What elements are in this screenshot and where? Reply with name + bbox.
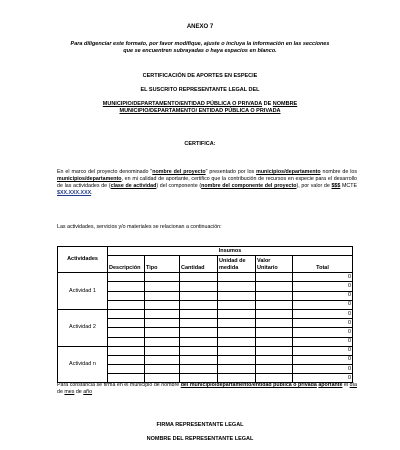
amount-words-field[interactable]: $$$ — [331, 183, 341, 189]
unit-value-cell[interactable] — [256, 337, 293, 346]
type-cell[interactable] — [145, 319, 180, 328]
quantity-cell[interactable] — [180, 365, 218, 374]
unit-cell[interactable] — [218, 337, 256, 346]
unit-value-cell[interactable] — [256, 273, 293, 282]
total-header: Total — [293, 256, 353, 273]
unit-value-cell[interactable] — [256, 300, 293, 309]
table-row — [58, 273, 353, 282]
p1-text-c: nombre de los — [322, 169, 357, 175]
total-cell: 0 — [293, 346, 353, 355]
annex-title: ANEXO 7 — [186, 24, 214, 30]
total-cell: 0 — [293, 337, 353, 346]
activities-header: Actividades — [58, 247, 108, 273]
description-cell[interactable] — [108, 346, 145, 355]
p1-text-b: " presentado por los — [205, 169, 257, 175]
activities-intro: Las actividades, servicios y/o materiales se relacionan a continuación: — [57, 224, 222, 230]
type-cell[interactable] — [145, 273, 180, 282]
total-cell: 0 — [293, 282, 353, 291]
unit-value-header-line-2: Unitario — [257, 265, 278, 272]
instructions — [0, 41, 400, 55]
municipality-names-field[interactable]: municipios/departamento — [57, 176, 122, 182]
type-cell[interactable] — [145, 291, 180, 300]
closing-text-a: Para constancia se firma en el municipio de nombre — [57, 382, 181, 388]
description-cell[interactable] — [108, 337, 145, 346]
unit-cell[interactable] — [218, 319, 256, 328]
description-cell[interactable] — [108, 309, 145, 318]
entity-line-2: MUNICIPIO/DEPARTAMENTO/ ENTIDAD PÚBLICA O PRIVADA — [119, 108, 281, 114]
total-cell: 0 — [293, 355, 353, 364]
unit-header-line-2: medida — [219, 265, 239, 272]
table-row — [58, 309, 353, 318]
p1-text-f: ), por valor de — [296, 183, 332, 189]
unit-value-cell[interactable] — [256, 291, 293, 300]
amount-value-field[interactable]: $XX.XXX.XXX — [57, 190, 92, 196]
description-cell[interactable] — [108, 273, 145, 282]
type-cell[interactable] — [145, 355, 180, 364]
day-field[interactable]: día — [349, 382, 357, 388]
total-cell: 0 — [293, 309, 353, 318]
quantity-cell[interactable] — [180, 328, 218, 337]
description-cell[interactable] — [108, 282, 145, 291]
quantity-cell[interactable] — [180, 355, 218, 364]
entity-line-1 — [0, 101, 400, 108]
activity-class-field[interactable]: clase de actividad — [110, 183, 157, 189]
unit-value-cell[interactable] — [256, 319, 293, 328]
type-cell[interactable] — [145, 300, 180, 309]
p1-text-d: , en mi calidad de aportante, certifico que la contribución de recursos en especie para el desarrollo de las actividades de ( — [57, 176, 357, 189]
unit-cell[interactable] — [218, 291, 256, 300]
inputs-header: Insumos — [108, 247, 353, 256]
total-cell: 0 — [293, 319, 353, 328]
quantity-cell[interactable] — [180, 346, 218, 355]
certification-paragraph — [57, 169, 357, 197]
p1-text-h: . — [91, 190, 93, 196]
quantity-cell[interactable] — [180, 337, 218, 346]
unit-header — [218, 256, 256, 273]
description-cell[interactable] — [108, 328, 145, 337]
entity-name-a: MUNICIPIO/DEPARTAMENTO/ENTIDAD PÚBLICA O PRIVADA — [102, 101, 263, 107]
instructions-line-2: que se encuentren subrayadas o haya espacios en blanco. — [123, 48, 277, 54]
unit-value-header — [256, 256, 293, 273]
representative-name: NOMBRE DEL REPRESENTANTE LEGAL — [146, 436, 254, 442]
description-header: Descripción — [108, 256, 145, 273]
unit-value-header-line-1: Valor — [257, 258, 271, 265]
description-cell[interactable] — [108, 291, 145, 300]
total-cell: 0 — [293, 365, 353, 374]
inputs-table — [57, 246, 353, 383]
activity-label: Actividad 2 — [58, 309, 108, 346]
unit-cell[interactable] — [218, 309, 256, 318]
closing-paragraph — [57, 382, 357, 396]
description-cell[interactable] — [108, 319, 145, 328]
unit-value-cell[interactable] — [256, 355, 293, 364]
unit-value-cell[interactable] — [256, 365, 293, 374]
unit-cell[interactable] — [218, 365, 256, 374]
type-cell[interactable] — [145, 346, 180, 355]
unit-cell[interactable] — [218, 300, 256, 309]
type-cell[interactable] — [145, 309, 180, 318]
quantity-cell[interactable] — [180, 291, 218, 300]
project-name-field[interactable]: nombre del proyecto — [152, 169, 206, 175]
instructions-line-1: Para diligenciar este formato, por favor modifique, ajuste o incluya la información en las secciones — [70, 41, 330, 47]
table-row — [58, 346, 353, 355]
type-header: Tipo — [145, 256, 180, 273]
type-cell[interactable] — [145, 337, 180, 346]
total-cell: 0 — [293, 291, 353, 300]
unit-cell[interactable] — [218, 346, 256, 355]
contributor-field[interactable]: aportante — [318, 382, 343, 388]
month-field[interactable]: mes — [64, 389, 75, 395]
signatory-line: EL SUSCRITO REPRESENTANTE LEGAL DEL — [140, 87, 260, 93]
type-cell[interactable] — [145, 365, 180, 374]
closing-text-e: de — [74, 389, 84, 395]
unit-value-cell[interactable] — [256, 309, 293, 318]
certifies-heading: CERTIFICA: — [184, 141, 216, 147]
unit-cell[interactable] — [218, 273, 256, 282]
total-cell: 0 — [293, 328, 353, 337]
closing-text-c: el — [342, 382, 350, 388]
quantity-cell[interactable] — [180, 282, 218, 291]
p1-text-a: En el marco del proyecto denominado " — [57, 169, 153, 175]
quantity-cell[interactable] — [180, 309, 218, 318]
component-name-field[interactable]: nombre del componente del proyecto — [201, 183, 297, 189]
year-field[interactable]: año — [83, 389, 93, 395]
unit-cell[interactable] — [218, 328, 256, 337]
entity-name-b: NOMBRE — [272, 101, 298, 107]
closing-text-d: de — [57, 389, 65, 395]
unit-header-line-1: Unidad de — [219, 258, 246, 265]
type-cell[interactable] — [145, 282, 180, 291]
entity-connector: DE — [262, 101, 273, 107]
type-cell[interactable] — [145, 328, 180, 337]
unit-value-cell[interactable] — [256, 328, 293, 337]
entity-block — [0, 101, 400, 115]
activity-label: Actividad 1 — [58, 273, 108, 310]
activity-label: Actividad n — [58, 346, 108, 383]
unit-cell[interactable] — [218, 282, 256, 291]
unit-value-cell[interactable] — [256, 346, 293, 355]
certification-title: CERTIFICACIÓN DE APORTES EN ESPECIE — [142, 73, 258, 79]
closing-entity-field[interactable]: del municipio/departamento/entidad pública o privada — [180, 382, 317, 388]
quantity-header: Cantidad — [180, 256, 218, 273]
description-cell[interactable] — [108, 355, 145, 364]
unit-cell[interactable] — [218, 355, 256, 364]
total-cell: 0 — [293, 374, 353, 383]
p1-text-g: MCTE — [340, 183, 358, 189]
quantity-cell[interactable] — [180, 300, 218, 309]
total-cell: 0 — [293, 273, 353, 282]
quantity-cell[interactable] — [180, 273, 218, 282]
description-cell[interactable] — [108, 365, 145, 374]
p1-text-e: ) del componente ( — [156, 183, 202, 189]
quantity-cell[interactable] — [180, 319, 218, 328]
municipality-field[interactable]: municipios/departamento — [256, 169, 321, 175]
description-cell[interactable] — [108, 300, 145, 309]
total-cell: 0 — [293, 300, 353, 309]
unit-value-cell[interactable] — [256, 282, 293, 291]
signature-line: FIRMA REPRESENTANTE LEGAL — [156, 422, 244, 428]
